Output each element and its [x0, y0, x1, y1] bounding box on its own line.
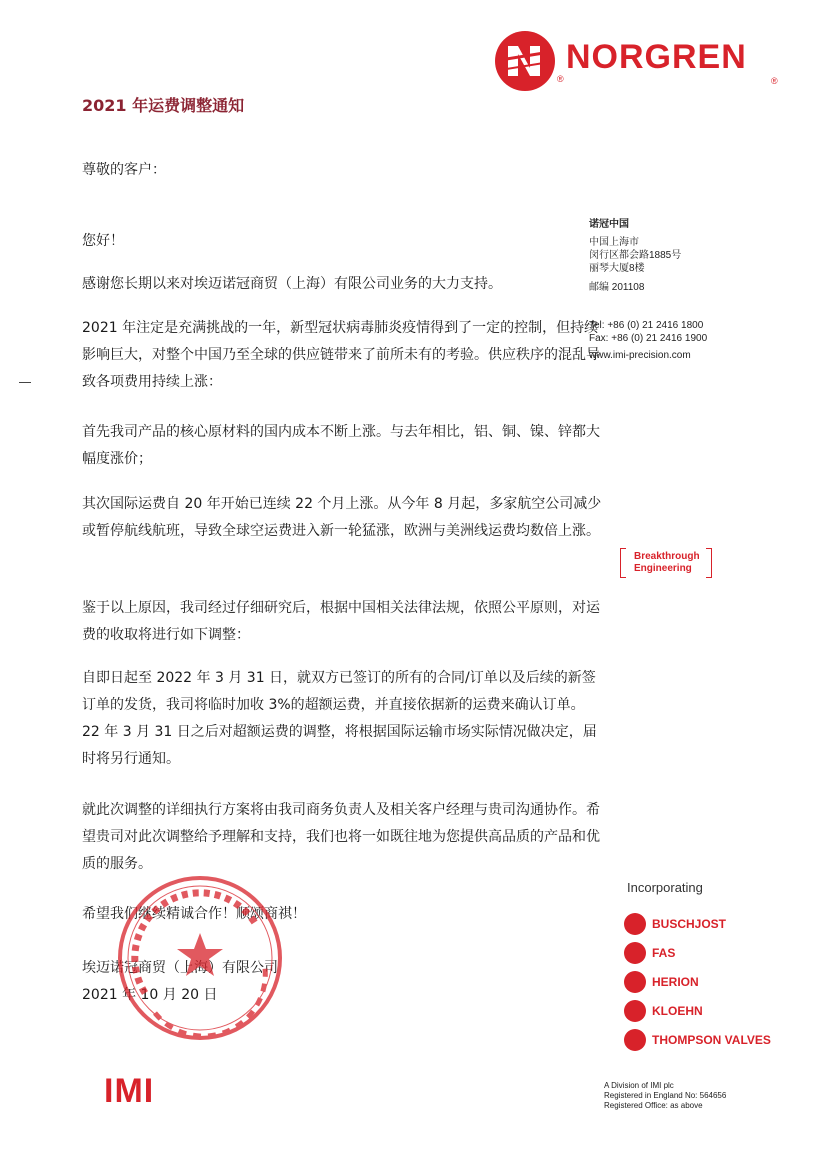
- bracket-left-icon: [620, 548, 626, 578]
- registration-info: [604, 1081, 726, 1111]
- closing: 希望我们继续精诚合作！顺颂商祺！: [82, 906, 306, 922]
- sidebar-fax: Fax: +86 (0) 21 2416 1900: [589, 333, 708, 344]
- brand-fas: [624, 942, 814, 966]
- paragraph-7: 就此次调整的详细执行方案将由我司商务负责人及相关客户经理与贵司沟通协作。希望贵司对此次调整给予理解和支持，我们也将一如既往地为您提供高品质的产品和优质的服务。: [82, 802, 600, 872]
- brand-kloehn: [624, 1000, 814, 1024]
- herion-icon: [624, 971, 646, 993]
- signature-company: 埃迈诺冠商贸（上海）有限公司: [82, 960, 278, 976]
- brand-herion: [624, 971, 814, 995]
- reg-mark: ®: [557, 74, 564, 84]
- signature-date: 2021 年 10 月 20 日: [82, 987, 218, 1003]
- kloehn-icon: [624, 1000, 646, 1022]
- fas-icon: [624, 942, 646, 964]
- page-title: 2021 年运费调整通知: [82, 96, 245, 115]
- brand-buschjost-name: BUSCHJOST: [652, 917, 727, 931]
- brand-thompson-valves-name: THOMPSON VALVES: [652, 1033, 771, 1047]
- sidebar-address-1: 中国上海市: [589, 237, 639, 248]
- brand-kloehn-name: KLOEHN: [652, 1004, 703, 1018]
- paragraph-2: 2021 年注定是充满挑战的一年，新型冠状病毒肺炎疫情得到了一定的控制，但持续影响巨大，对整个中国乃至全球的供应链带来了前所未有的考验。供应秩序的混乱导致各项费用持续上涨：: [82, 320, 600, 390]
- tagline-line-2: Engineering: [634, 563, 692, 574]
- sidebar-company: 诺冠中国: [589, 219, 629, 230]
- norgren-logo-icon: [494, 30, 556, 92]
- paragraph-1: 感谢您长期以来对埃迈诺冠商贸（上海）有限公司业务的大力支持。: [82, 276, 502, 292]
- norgren-logo: [494, 30, 794, 90]
- bracket-right-icon: [706, 548, 712, 578]
- imi-logo: IMI: [104, 1072, 155, 1110]
- sidebar-tel: Tel: +86 (0) 21 2416 1800: [589, 320, 704, 331]
- salutation: 尊敬的客户：: [82, 162, 166, 178]
- paragraph-5: 鉴于以上原因，我司经过仔细研究后，根据中国相关法律法规，依照公平原则，对运费的收取将进行如下调整：: [82, 600, 600, 643]
- division-text: A Division of IMI plc: [604, 1081, 674, 1090]
- reg-mark-right: ®: [771, 76, 778, 86]
- paragraph-3: 首先我司产品的核心原材料的国内成本不断上涨。与去年相比，铝、铜、镍、锌都大幅度涨价；: [82, 424, 600, 467]
- fold-mark: [19, 382, 31, 383]
- registered-number: Registered in England No: 564656: [604, 1091, 727, 1100]
- brand-name: NORGREN: [566, 38, 747, 76]
- sidebar-address-3: 丽琴大厦8楼: [589, 263, 645, 274]
- tagline-text: [634, 551, 700, 575]
- brand-fas-name: FAS: [652, 946, 676, 960]
- paragraph-4: 其次国际运费自 20 年开始已连续 22 个月上涨。从今年 8 月起，多家航空公司减少或暂停航线航班，导致全球空运费进入新一轮猛涨，欧洲与美洲线运费均数倍上涨。: [82, 496, 602, 539]
- brand-buschjost: [624, 913, 814, 937]
- sidebar-web-link[interactable]: www.imi-precision.com: [589, 350, 691, 361]
- tagline-line-1: Breakthrough: [634, 551, 700, 562]
- paragraph-6: 自即日起至 2022 年 3 月 31 日，就双方已签订的所有的合同/订单以及后续的新签订单的发货，我司将临时加收 3%的超额运费，并直接依据新的运费来确认订单。22 年 3 月 31 日之后对超额运费的调整，将根据国际运输市场实际情况做决定，届时将另行通知。: [82, 670, 597, 767]
- sidebar-postcode: 邮编 201108: [589, 282, 645, 293]
- thompson-valves-icon: [624, 1029, 646, 1051]
- brand-herion-name: HERION: [652, 975, 699, 989]
- incorporating-label: Incorporating: [627, 880, 703, 895]
- sidebar-address-2: 闵行区都会路1885号: [589, 250, 682, 261]
- registered-office: Registered Office: as above: [604, 1101, 703, 1110]
- brand-thompson-valves: [624, 1029, 814, 1053]
- buschjost-icon: [624, 913, 646, 935]
- tagline-badge: [620, 548, 712, 578]
- greeting: 您好！: [82, 233, 124, 249]
- company-seal: [115, 873, 285, 1043]
